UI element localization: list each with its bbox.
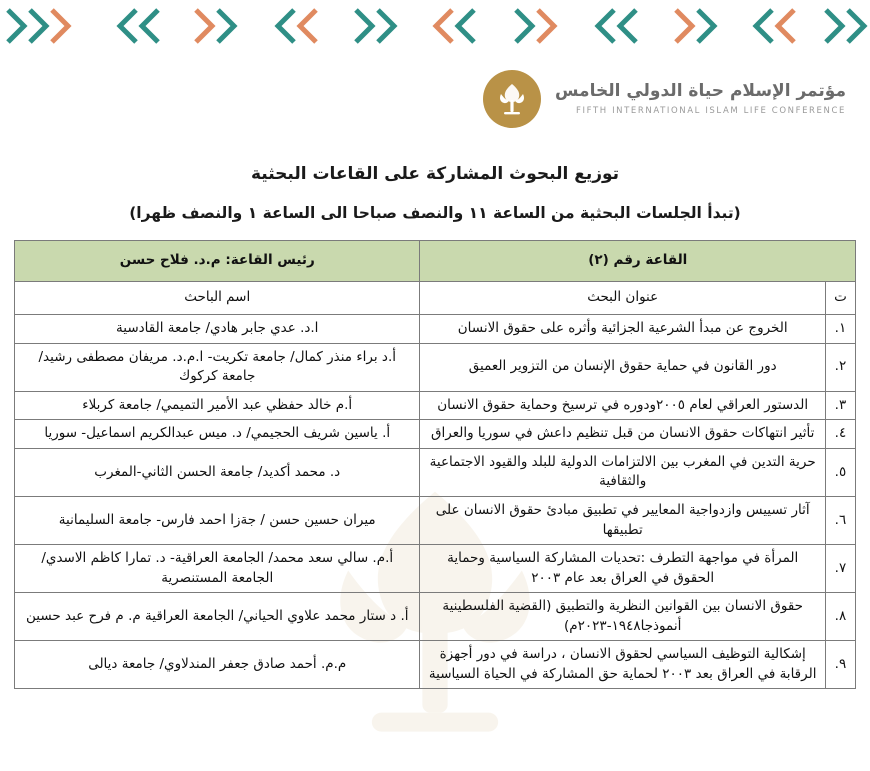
conference-logo-text bbox=[555, 81, 846, 117]
page-title-block bbox=[0, 162, 870, 225]
column-header-research-title: عنوان البحث bbox=[420, 282, 825, 315]
decorative-top-band bbox=[0, 0, 870, 62]
row-index: ٩. bbox=[825, 641, 855, 689]
row-index: ١. bbox=[825, 315, 855, 344]
row-researcher-name: ميران حسين حسن / جةزا احمد فارس- جامعة السليمانية bbox=[15, 496, 420, 544]
row-research-title: دور القانون في حماية حقوق الإنسان من التزوير العميق bbox=[420, 343, 825, 391]
schedule-table bbox=[14, 240, 856, 689]
row-research-title: تأثير انتهاكات حقوق الانسان من قبل تنظيم داعش في سوريا والعراق bbox=[420, 420, 825, 449]
row-research-title: الخروج عن مبدأ الشرعية الجزائية وأثره على حقوق الانسان bbox=[420, 315, 825, 344]
row-research-title: الدستور العراقي لعام ٢٠٠٥ودوره في ترسيخ وحماية حقوق الانسان bbox=[420, 391, 825, 420]
row-research-title: المرأة في مواجهة التطرف :تحديات المشاركة السياسية وحماية الحقوق في العراق بعد عام ٢٠٠٣ bbox=[420, 545, 825, 593]
table-row bbox=[15, 391, 856, 420]
table-row bbox=[15, 593, 856, 641]
table-row bbox=[15, 420, 856, 449]
table-row bbox=[15, 448, 856, 496]
column-header-researcher-name: اسم الباحث bbox=[15, 282, 420, 315]
page-title: توزيع البحوث المشاركة على القاعات البحثية bbox=[250, 164, 620, 184]
row-index: ٧. bbox=[825, 545, 855, 593]
table-subheader-row bbox=[15, 282, 856, 315]
row-researcher-name: م.م. أحمد صادق جعفر المندلاوي/ جامعة ديالى bbox=[15, 641, 420, 689]
row-researcher-name: د. محمد أكديد/ جامعة الحسن الثاني-المغرب bbox=[15, 448, 420, 496]
motif-pattern-icon bbox=[0, 0, 870, 62]
table-row bbox=[15, 496, 856, 544]
row-researcher-name: أ. ياسين شريف الحجيمي/ د. ميس عبدالكريم اسماعيل- سوريا bbox=[15, 420, 420, 449]
table-header-row bbox=[15, 241, 856, 282]
row-index: ٦. bbox=[825, 496, 855, 544]
row-index: ٤. bbox=[825, 420, 855, 449]
table-row bbox=[15, 315, 856, 344]
page-subtitle: (تبدأ الجلسات البحثية من الساعة ١١ والنصف صباحا الى الساعة ١ والنصف ظهرا) bbox=[129, 203, 741, 222]
table-header-chair: رئيس القاعة: م.د. فلاح حسن bbox=[15, 241, 420, 282]
row-researcher-name: أ.م خالد حفظي عبد الأمير التميمي/ جامعة كربلاء bbox=[15, 391, 420, 420]
row-index: ٢. bbox=[825, 343, 855, 391]
row-researcher-name: ا.د. عدي جابر هادي/ جامعة القادسية bbox=[15, 315, 420, 344]
table-row bbox=[15, 545, 856, 593]
row-researcher-name: أ.د براء منذر كمال/ جامعة تكريت- ا.م.د. مريفان مصطفى رشيد/ جامعة كركوك bbox=[15, 343, 420, 391]
tree-emblem-icon bbox=[483, 70, 541, 128]
row-research-title: إشكالية التوظيف السياسي لحقوق الانسان ، دراسة في دور أجهزة الرقابة في العراق بعد ٢٠٠٣ لحماية حق المشاركة في الحياة السياسية bbox=[420, 641, 825, 689]
row-index: ٣. bbox=[825, 391, 855, 420]
table-row bbox=[15, 641, 856, 689]
column-header-index: ت bbox=[825, 282, 855, 315]
schedule-table-container bbox=[14, 240, 856, 689]
conference-logo bbox=[483, 70, 846, 128]
row-researcher-name: أ.م. سالي سعد محمد/ الجامعة العراقية- د. تمارا كاظم الاسدي/ الجامعة المستنصرية bbox=[15, 545, 420, 593]
table-row bbox=[15, 343, 856, 391]
row-research-title: آثار تسييس وازدواجية المعايير في تطبيق مبادئ حقوق الانسان على تطبيقها bbox=[420, 496, 825, 544]
row-research-title: حقوق الانسان بين القوانين النظرية والتطبيق (القضية الفلسطينية أنموذجا١٩٤٨-٢٠٢٣م) bbox=[420, 593, 825, 641]
row-researcher-name: أ. د ستار محمد علاوي الحياني/ الجامعة العراقية م. م فرح عبد حسين bbox=[15, 593, 420, 641]
conference-name-arabic: مؤتمر الإسلام حياة الدولي الخامس bbox=[555, 81, 846, 102]
table-header-hall: القاعة رقم (٢) bbox=[420, 241, 856, 282]
conference-name-english: FIFTH INTERNATIONAL ISLAM LIFE CONFERENCE bbox=[576, 106, 846, 117]
row-index: ٨. bbox=[825, 593, 855, 641]
schedule-table-body bbox=[15, 315, 856, 689]
row-research-title: حرية التدين في المغرب بين الالتزامات الدولية للبلد والقيود الاجتماعية والثقافية bbox=[420, 448, 825, 496]
conference-header bbox=[0, 66, 870, 138]
row-index: ٥. bbox=[825, 448, 855, 496]
